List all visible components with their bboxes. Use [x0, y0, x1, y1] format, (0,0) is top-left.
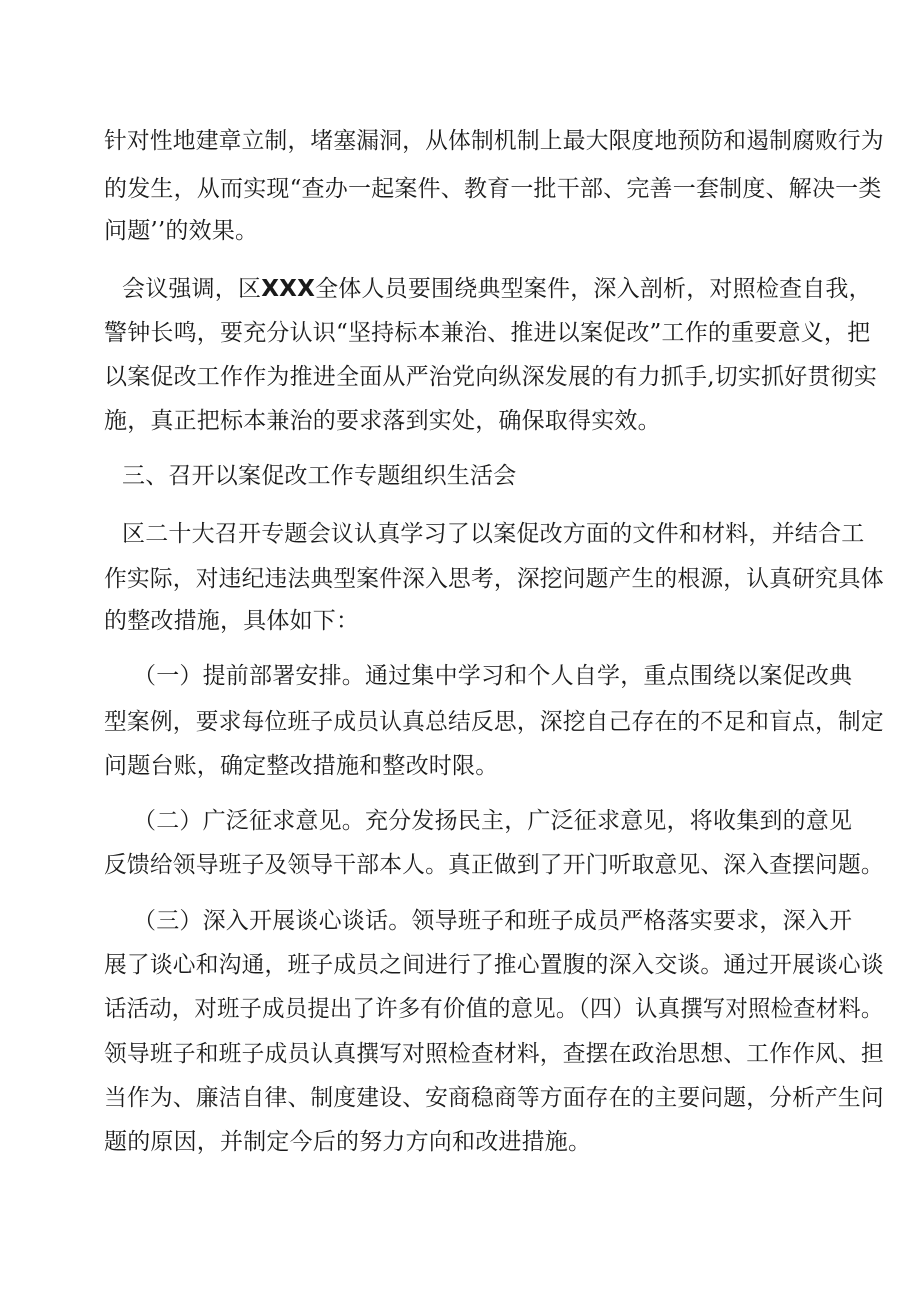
paragraph-5-line-1: （一）提前部署安排。通过集中学习和个人自学，重点围绕以案促改典: [133, 663, 853, 689]
paragraph-7-line-2: 展了谈心和沟通，班子成员之间进行了推心置腹的深入交谈。通过开展谈心谈: [104, 952, 884, 978]
paragraph-4-line-3: 的整改措施，具体如下：: [104, 608, 360, 634]
paragraph-2-line-4: 施，真正把标本兼治的要求落到实处，确保取得实效。: [104, 408, 661, 434]
paragraph-1-line-1: 针对性地建章立制，堵塞漏洞，从体制机制上最大限度地预防和遏制腐败行为: [104, 128, 884, 154]
redacted-unit-name: XXX: [261, 276, 316, 302]
paragraph-5-line-2: 型案例，要求每位班子成员认真总结反思，深挖自己存在的不足和盲点，制定: [104, 709, 884, 735]
paragraph-6-line-2: 反馈给领导班子及领导干部本人。真正做到了开门听取意见、深入查摆问题。: [104, 852, 884, 878]
paragraph-2-line-3: 以案促改工作作为推进全面从严治党向纵深发展的有力抓手,切实抓好贯彻实: [104, 364, 878, 390]
paragraph-5-line-3: 问题台账，确定整改措施和整改时限。: [104, 753, 499, 779]
paragraph-2-line-1-prefix: 会议强调，区: [122, 276, 262, 302]
paragraph-7-line-4: 领导班子和班子成员认真撰写对照检查材料，查摆在政治思想、工作作风、担: [104, 1041, 884, 1067]
paragraph-7-line-5: 当作为、廉洁自律、制度建设、安商稳商等方面存在的主要问题，分析产生问: [104, 1085, 884, 1111]
paragraph-4-line-1: 区二十大召开专题会议认真学习了以案促改方面的文件和材料，并结合工: [122, 521, 865, 547]
paragraph-2-line-2: 警钟长鸣，要充分认识“坚持标本兼治、推进以案促改”工作的重要意义，把: [104, 320, 871, 346]
section-heading-three: 三、召开以案促改工作专题组织生活会: [122, 463, 517, 489]
paragraph-7-line-6: 题的原因，并制定今后的努力方向和改进措施。: [104, 1129, 592, 1155]
paragraph-7-line-3: 话活动，对班子成员提出了许多有价值的意见。（四）认真撰写对照检查材料。: [104, 996, 884, 1022]
paragraph-2-line-1-suffix: 全体人员要围绕典型案件，深入剖析，对照检查自我，: [315, 276, 872, 302]
paragraph-2-line-1: [122, 274, 872, 304]
paragraph-1-line-3: 问题’’的效果。: [104, 218, 259, 244]
paragraph-1-line-2: 的发生，从而实现“查办一起案件、教育一批干部、完善一套制度、解决一类: [104, 176, 882, 202]
paragraph-7-line-1: （三）深入开展谈心谈话。领导班子和班子成员严格落实要求，深入开: [133, 908, 853, 934]
paragraph-4-line-2: 作实际，对违纪违法典型案件深入思考，深挖问题产生的根源，认真研究具体: [104, 566, 884, 592]
paragraph-6-line-1: （二）广泛征求意见。充分发扬民主，广泛征求意见，将收集到的意见: [133, 808, 853, 834]
